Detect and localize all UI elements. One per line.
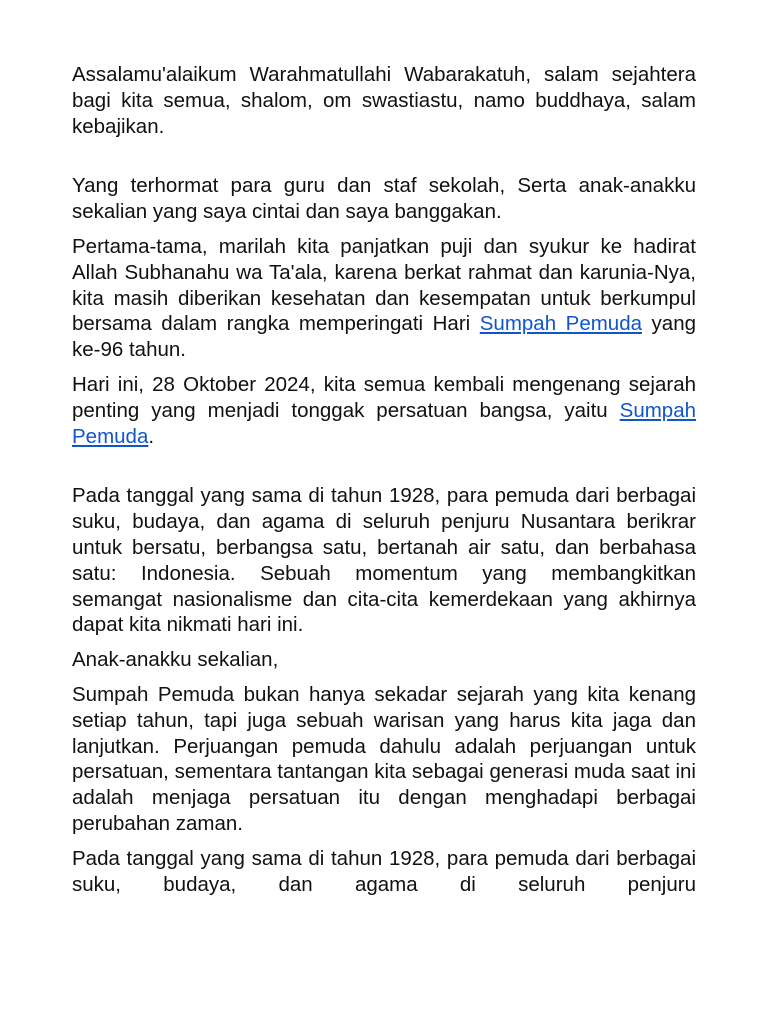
opening-text: Pertama-tama, marilah kita panjatkan puji dan syukur ke hadirat Allah Subhanahu wa Ta'ala, karena berkat rahmat dan karunia-Nya, kita masih diberikan kesehatan dan kesempatan untuk berkumpul bersama dalam rangka memperingati Hari [72, 234, 696, 336]
today-text-end: . [148, 424, 155, 448]
opening-paragraph [72, 234, 696, 363]
sumpah-pemuda-link[interactable]: Sumpah Pemuda [479, 312, 642, 336]
today-paragraph [72, 372, 696, 449]
opening-text-end: yang ke-96 tahun. [72, 312, 696, 362]
sumpah-pemuda-link-2[interactable]: Sumpah Pemuda [72, 398, 696, 448]
history-paragraph: Pada tanggal yang sama di tahun 1928, para pemuda dari berbagai suku, budaya, dan agama di seluruh penjuru Nusantara berikrar untuk bersatu, berbangsa satu, bertanah air satu, dan berbahasa satu: Indonesia. Sebuah momentum yang membangkitkan semangat nasionalisme dan cita-cita kemerdekaan yang akhirnya dapat kita nikmati hari ini. [72, 484, 696, 637]
greeting-paragraph: Assalamu'alaikum Warahmatullahi Wabarakatuh, salam sejahtera bagi kita semua, shalom, om swastiastu, namo buddhaya, salam kebajikan. [72, 63, 696, 138]
today-text: Hari ini, 28 Oktober 2024, kita semua kembali mengenang sejarah penting yang menjadi tonggak persatuan bangsa, yaitu [72, 372, 696, 422]
legacy-paragraph: Sumpah Pemuda bukan hanya sekadar sejarah yang kita kenang setiap tahun, tapi juga sebuah warisan yang harus kita jaga dan lanjutkan. Perjuangan pemuda dahulu adalah perjuangan untuk persatuan, sementara tantangan kita sebagai generasi muda saat ini adalah menjaga persatuan itu dengan menghadapi berbagai perubahan zaman. [72, 682, 696, 835]
history-repeat-paragraph: Pada tanggal yang sama di tahun 1928, para pemuda dari berbagai suku, budaya, dan agama di seluruh penjuru [72, 846, 696, 896]
address-paragraph: Yang terhormat para guru dan staf sekolah, Serta anak-anakku sekalian yang saya cintai dan saya banggakan. [72, 174, 696, 224]
children-paragraph: Anak-anakku sekalian, [72, 648, 279, 672]
